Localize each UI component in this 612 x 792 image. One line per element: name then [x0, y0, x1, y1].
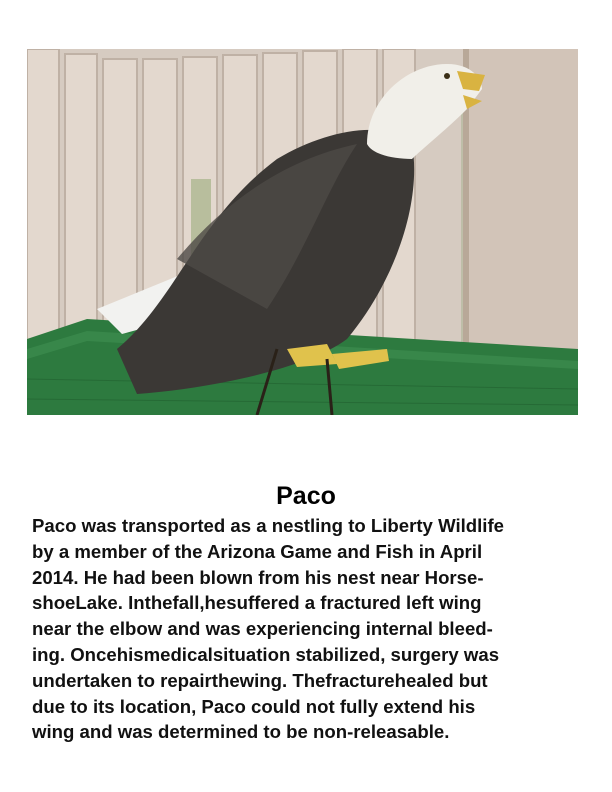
story-paragraph: [32, 513, 572, 745]
bald-eagle-image: [27, 49, 578, 415]
story-line: near the elbow and was experiencing internal bleed-: [32, 618, 493, 640]
story-line: by a member of the Arizona Game and Fish in April: [32, 540, 483, 562]
story-line: ing. Oncehismedicalsituation stabilized, surgery was: [32, 643, 500, 665]
eagle-photo: [27, 49, 578, 415]
story-line: undertaken to repairthewing. Thefracturehealed but: [32, 669, 488, 691]
story-line: 2014. He had been blown from his nest near Horse-: [32, 566, 484, 588]
story-line: wing and was determined to be non-releasable.: [32, 721, 450, 743]
story-line: due to its location, Paco could not fully extend his: [32, 695, 476, 717]
story-line: shoeLake. Inthefall,hesuffered a fractured left wing: [32, 592, 482, 614]
story-line: Paco was transported as a nestling to Liberty Wildlife: [32, 515, 505, 536]
page-title: Paco: [276, 482, 336, 510]
